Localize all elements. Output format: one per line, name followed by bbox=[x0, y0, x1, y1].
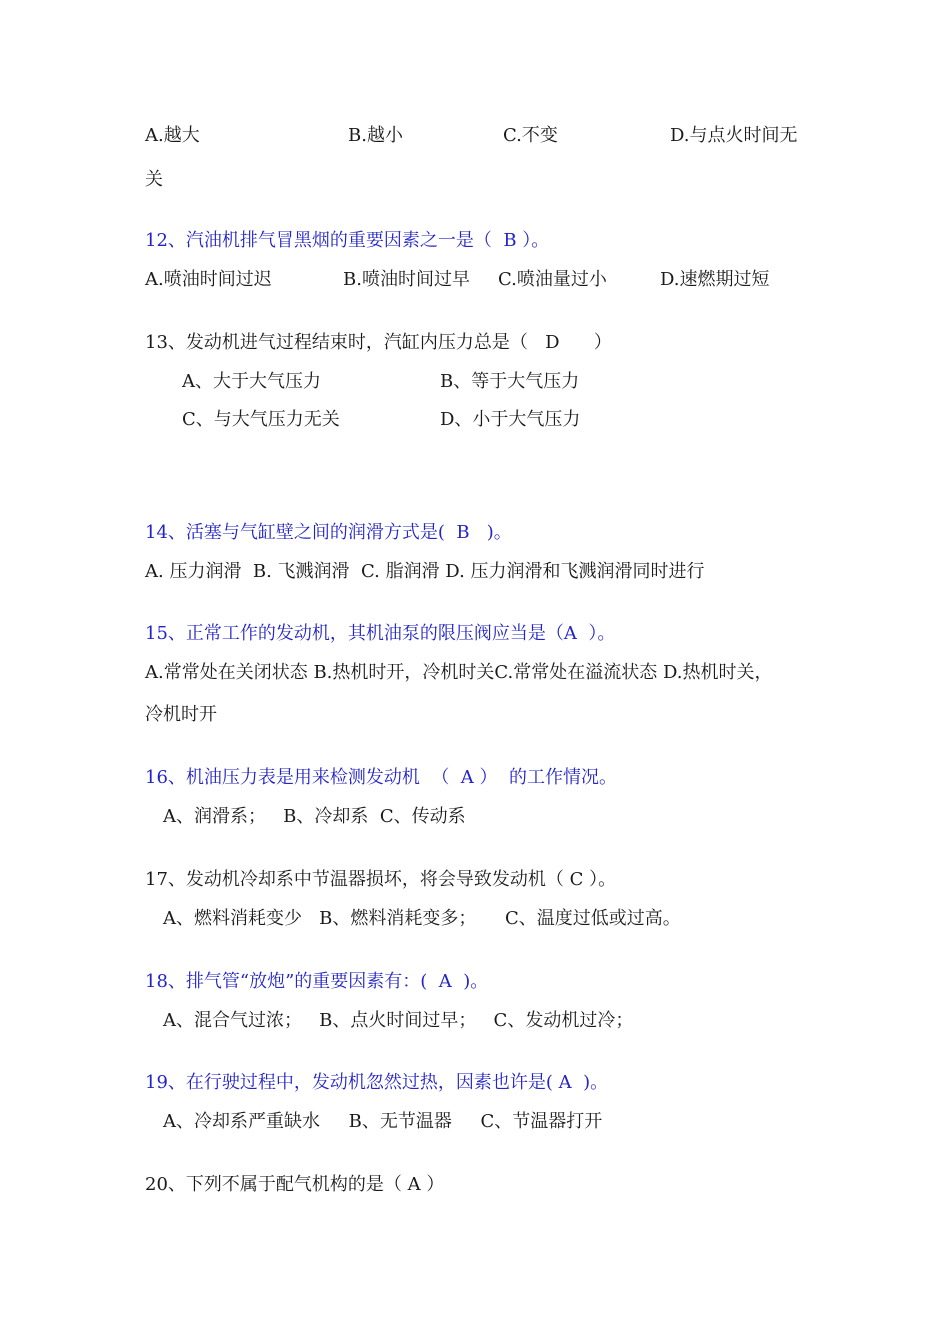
q12-option-c: C.喷油量过小 bbox=[498, 269, 607, 290]
q13-option-d: D、小于大气压力 bbox=[440, 409, 581, 430]
q12-option-d: D.速燃期过短 bbox=[660, 269, 770, 290]
q19-question: 19、在行驶过程中，发动机忽然过热，因素也许是( A )。 bbox=[145, 1072, 609, 1093]
q15-question: 15、正常工作的发动机，其机油泵的限压阀应当是（A ）。 bbox=[145, 623, 616, 644]
q18-options: A、混合气过浓； B、点火时间过早； C、发动机过冷； bbox=[163, 1010, 634, 1031]
q17-options: A、燃料消耗变少 B、燃料消耗变多； C、温度过低或过高。 bbox=[163, 908, 681, 929]
q19-options: A、冷却系严重缺水 B、无节温器 C、节温器打开 bbox=[163, 1111, 603, 1132]
q12-option-a: A.喷油时间过迟 bbox=[145, 269, 272, 290]
q11-option-d: D.与点火时间无 bbox=[670, 125, 798, 146]
q11-option-a: A.越大 bbox=[145, 125, 200, 146]
q13-option-b: B、等于大气压力 bbox=[440, 371, 580, 392]
q18-question: 18、排气管“放炮”的重要因素有：( A )。 bbox=[145, 971, 489, 992]
q15-options-wrap: 冷机时开 bbox=[145, 704, 217, 725]
q13-question: 13、发动机进气过程结束时，汽缸内压力总是（ D ） bbox=[145, 332, 612, 353]
q13-option-a: A、大于大气压力 bbox=[182, 371, 321, 392]
q15-options: A.常常处在关闭状态 B.热机时开，冷机时关C.常常处在溢流状态 D.热机时关， bbox=[145, 662, 773, 683]
q16-question: 16、机油压力表是用来检测发动机 （ A ） 的工作情况。 bbox=[145, 767, 617, 788]
q20-question: 20、下列不属于配气机构的是（ A ） bbox=[145, 1174, 445, 1195]
q11-option-wrap: 关 bbox=[145, 169, 163, 190]
q11-option-c: C.不变 bbox=[503, 125, 558, 146]
q12-option-b: B.喷油时间过早 bbox=[343, 269, 470, 290]
q11-option-b: B.越小 bbox=[348, 125, 403, 146]
q14-options: A. 压力润滑 B. 飞溅润滑 C. 脂润滑 D. 压力润滑和飞溅润滑同时进行 bbox=[145, 561, 705, 582]
q17-question: 17、发动机冷却系中节温器损坏，将会导致发动机（ C ）。 bbox=[145, 869, 617, 890]
q14-question: 14、活塞与气缸壁之间的润滑方式是( B )。 bbox=[145, 522, 512, 543]
q16-options: A、润滑系； B、冷却系 C、传动系 bbox=[163, 806, 466, 827]
q12-question: 12、汽油机排气冒黑烟的重要因素之一是（ B ）。 bbox=[145, 230, 550, 251]
q13-option-c: C、与大气压力无关 bbox=[182, 409, 340, 430]
